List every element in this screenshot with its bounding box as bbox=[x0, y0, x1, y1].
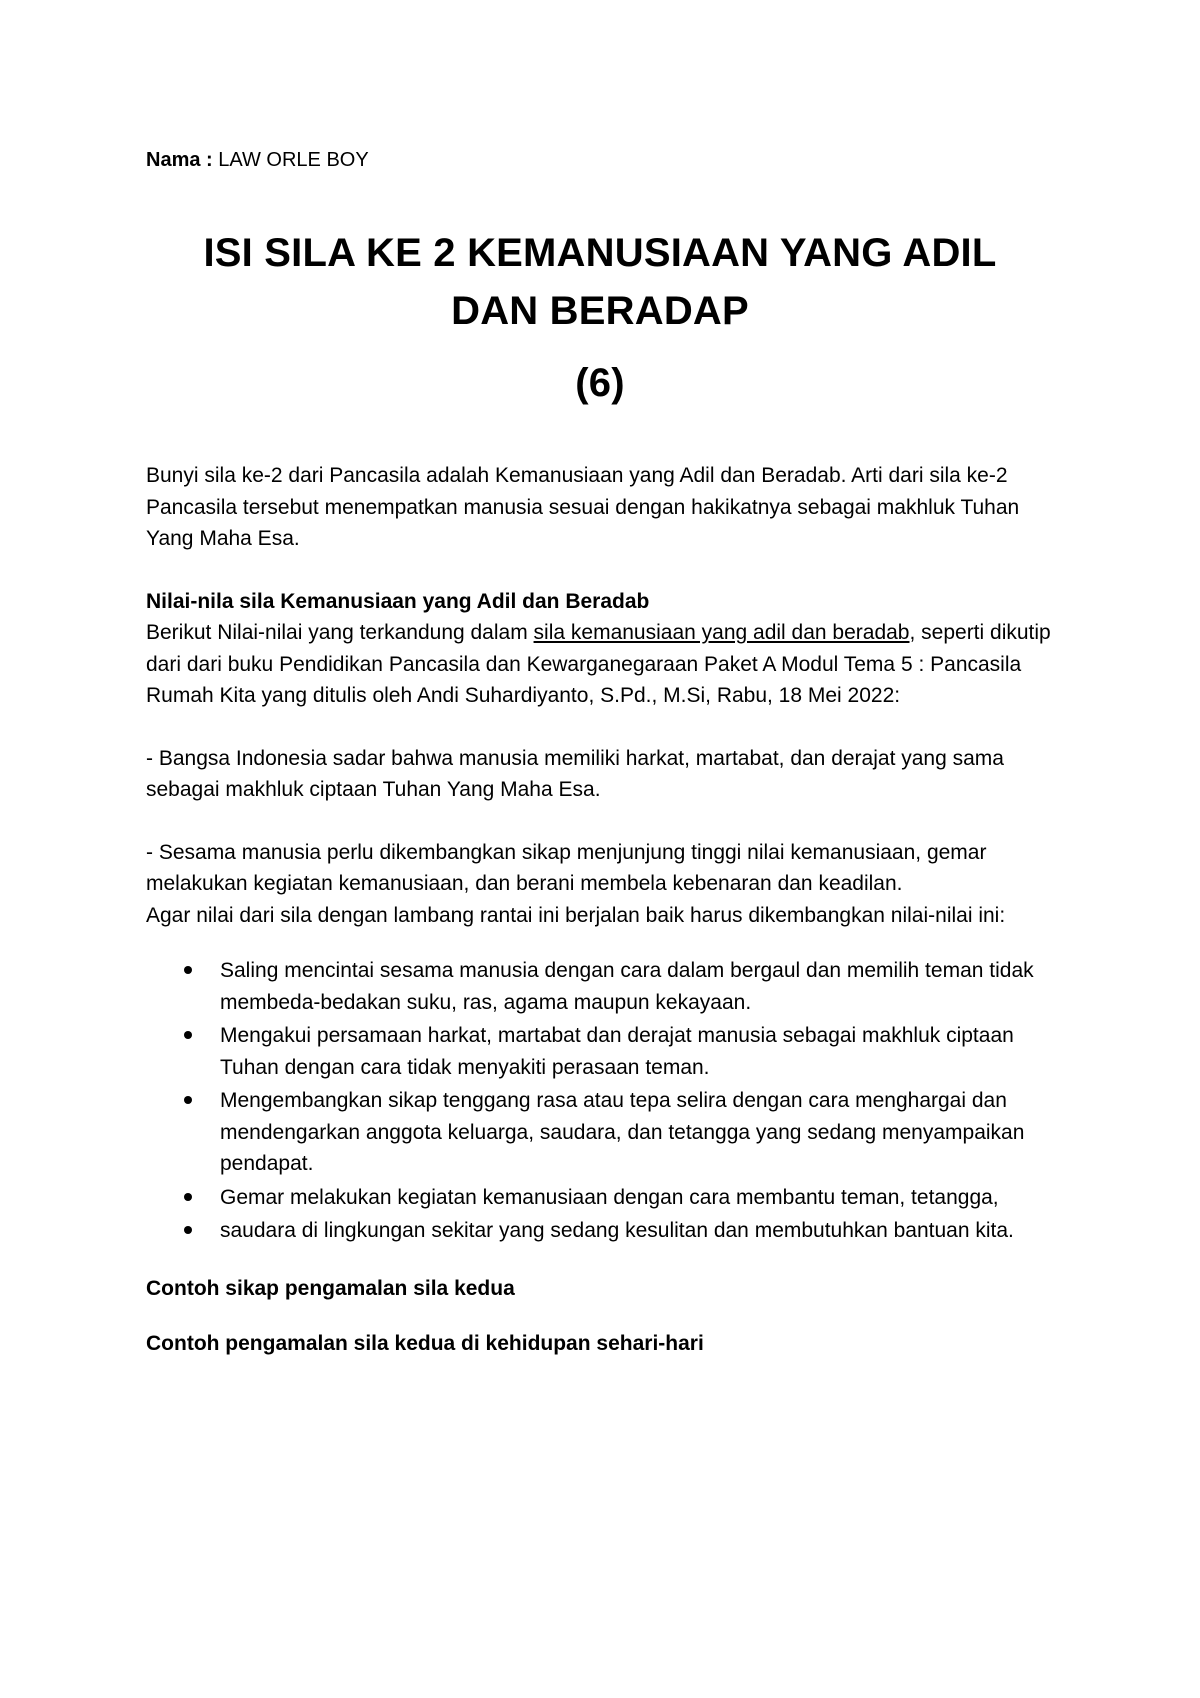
list-item-text: Gemar melakukan kegiatan kemanusiaan dengan cara membantu teman, tetangga, bbox=[220, 1185, 999, 1209]
list-item-text: Mengakui persamaan harkat, martabat dan derajat manusia sebagai makhluk ciptaan Tuhan dengan cara tidak menyakiti perasaan teman. bbox=[220, 1024, 1014, 1079]
list-item-text: saudara di lingkungan sekitar yang sedang kesulitan dan membutuhkan bantuan kita. bbox=[220, 1219, 1014, 1242]
spacer bbox=[146, 712, 1066, 743]
bullet-dot-icon bbox=[184, 1226, 192, 1234]
list-item-text: Saling mencintai sesama manusia dengan cara dalam bergaul dan memilih teman tidak membeda-bedakan suku, ras, agama maupun kekayaan. bbox=[220, 959, 1034, 1014]
values-heading: Nilai-nila sila Kemanusiaan yang Adil dan Beradab bbox=[146, 589, 650, 613]
bullet-dot-icon bbox=[184, 966, 192, 974]
list-item bbox=[146, 1085, 1066, 1180]
author-label: Nama : bbox=[146, 149, 213, 171]
intro-paragraph: Bunyi sila ke-2 dari Pancasila adalah Kemanusiaan yang Adil dan Beradab. Arti dari sila ke-2 Pancasila tersebut menempatkan manusia sesuai dengan hakikatnya sebagai makhluk Tuhan Yang Maha Esa. bbox=[146, 464, 1020, 550]
author-line bbox=[146, 146, 369, 174]
spacer bbox=[146, 1304, 1066, 1328]
document-title bbox=[146, 224, 1054, 412]
values-lead-before: Berikut Nilai-nilai yang terkandung dalam bbox=[146, 621, 534, 644]
bullet-dot-icon bbox=[184, 1031, 192, 1039]
author-name: LAW ORLE BOY bbox=[218, 149, 369, 171]
sila-link[interactable]: sila kemanusiaan yang adil dan beradab bbox=[533, 621, 910, 644]
values-lead-paragraph bbox=[146, 617, 1066, 712]
values-lead-after: , seperti dikutip dari dari buku Pendidikan Pancasila dan Kewarganegaraan Paket A Modul Tema 5 : Pancasila Rumah Kita yang ditulis oleh Andi Suhardiyanto, S.Pd., M.Si, Rabu, 18 Mei 2022: bbox=[146, 621, 1051, 707]
spacer bbox=[146, 931, 1066, 955]
spacer bbox=[146, 555, 1066, 586]
value-point-3: Agar nilai dari sila dengan lambang rantai ini berjalan baik harus dikembangkan nilai-nilai ini: bbox=[146, 903, 1006, 927]
bullet-dot-icon bbox=[184, 1193, 192, 1201]
spacer bbox=[146, 1249, 1066, 1273]
list-item bbox=[146, 1020, 1066, 1083]
title-number: (6) bbox=[575, 361, 625, 405]
value-point-1: - Bangsa Indonesia sadar bahwa manusia memiliki harkat, martabat, dan derajat yang sama sebagai makhluk ciptaan Tuhan Yang Maha Esa. bbox=[146, 746, 1004, 801]
title-line-1: ISI SILA KE 2 KEMANUSIAAN YANG ADIL bbox=[203, 231, 997, 275]
value-point-2: - Sesama manusia perlu dikembangkan sikap menjunjung tinggi nilai kemanusiaan, gemar melakukan kegiatan kemanusiaan, dan berani membela kebenaran dan keadilan. bbox=[146, 840, 987, 895]
list-item-text: Mengembangkan sikap tenggang rasa atau tepa selira dengan cara menghargai dan mendengarkan anggota keluarga, saudara, dan tetangga yang sedang menyampaikan pendapat. bbox=[220, 1089, 1025, 1175]
daily-practice-heading: Contoh pengamalan sila kedua di kehidupan sehari-hari bbox=[146, 1332, 704, 1355]
values-bullet-list bbox=[146, 955, 1066, 1247]
document-body bbox=[146, 460, 1066, 1360]
list-item bbox=[146, 955, 1066, 1018]
list-item bbox=[146, 1182, 1066, 1214]
spacer bbox=[146, 806, 1066, 837]
bullet-dot-icon bbox=[184, 1096, 192, 1104]
practice-heading: Contoh sikap pengamalan sila kedua bbox=[146, 1276, 515, 1300]
list-item bbox=[146, 1215, 1066, 1247]
title-line-2: DAN BERADAP bbox=[451, 289, 749, 333]
